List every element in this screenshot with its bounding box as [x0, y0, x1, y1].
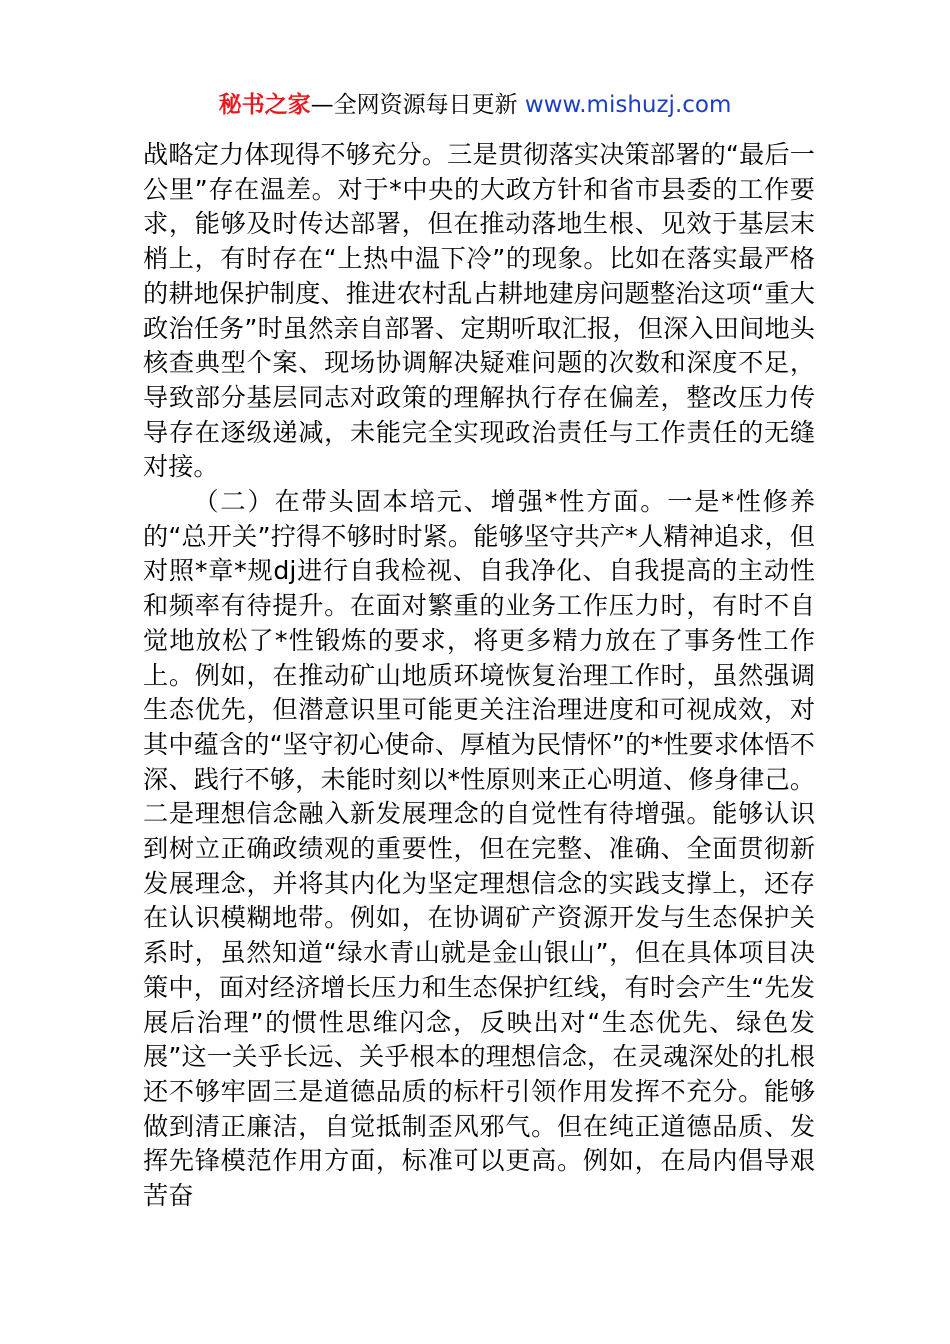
header-url-link[interactable]: www.mishuzj.com — [524, 92, 732, 118]
header-brand: 秘书之家 — [218, 92, 311, 118]
paragraph-section-two: （二）在带头固本培元、增强*性方面。一是*性修养的“总开关”拧得不够时时紧。能够坚守共产*人精神追求，但对照*章*规dj进行自我检视、自我净化、自我提高的主动性和频率有待提升。在面对繁重的业务工作压力时，有时不自觉地放松了*性锻炼的要求，将更多精力放在了事务性工作上。例如，在推动矿山地质环境恢复治理工作时，虽然强调生态优先，但潜意识里可能更关注治理进度和可视成效，对其中蕴含的“坚守初心使命、厚植为民情怀”的*性要求体悟不深、践行不够，未能时刻以*性原则来正心明道、修身律己。二是理想信念融入新发展理念的自觉性有待增强。能够认识到树立正确政绩观的重要性，但在完整、准确、全面贯彻新发展理念，并将其内化为坚定理想信念的实践支撑上，还存在认识模糊地带。例如，在协调矿产资源开发与生态保护关系时，虽然知道“绿水青山就是金山银山”，但在具体项目决策中，面对经济增长压力和生态保护红线，有时会产生“先发展后治理”的惯性思维闪念，反映出对“生态优先、绿色发展”这一关乎长远、关乎根本的理想信念，在灵魂深处的扎根还不够牢固三是道德品质的标杆引领作用发挥不充分。能够做到清正廉洁，自觉抵制歪风邪气。但在纯正道德品质、发挥先锋模范作用方面，标准可以更高。例如，在局内倡导艰苦奋 — [143, 487, 815, 1211]
paragraph-continued: 战略定力体现得不够充分。三是贯彻落实决策部署的“最后一公里”存在温差。对于*中央的大政方针和省市县委的工作要求，能够及时传达部署，但在推动落地生根、见效于基层末梢上，有时存在“上热中温下冷”的现象。比如在落实最严格的耕地保护制度、推进农村乱占耕地建房问题整治这项“重大政治任务”时虽然亲自部署、定期听取汇报，但深入田间地头核查典型个案、现场协调解决疑难问题的次数和深度不足，导致部分基层同志对政策的理解执行存在偏差，整改压力传导存在逐级递减，未能完全实现政治责任与工作责任的无缝对接。 — [143, 140, 815, 482]
document-body — [143, 138, 815, 1214]
page-header — [0, 88, 950, 122]
header-tagline: —全网资源每日更新 — [310, 92, 518, 118]
